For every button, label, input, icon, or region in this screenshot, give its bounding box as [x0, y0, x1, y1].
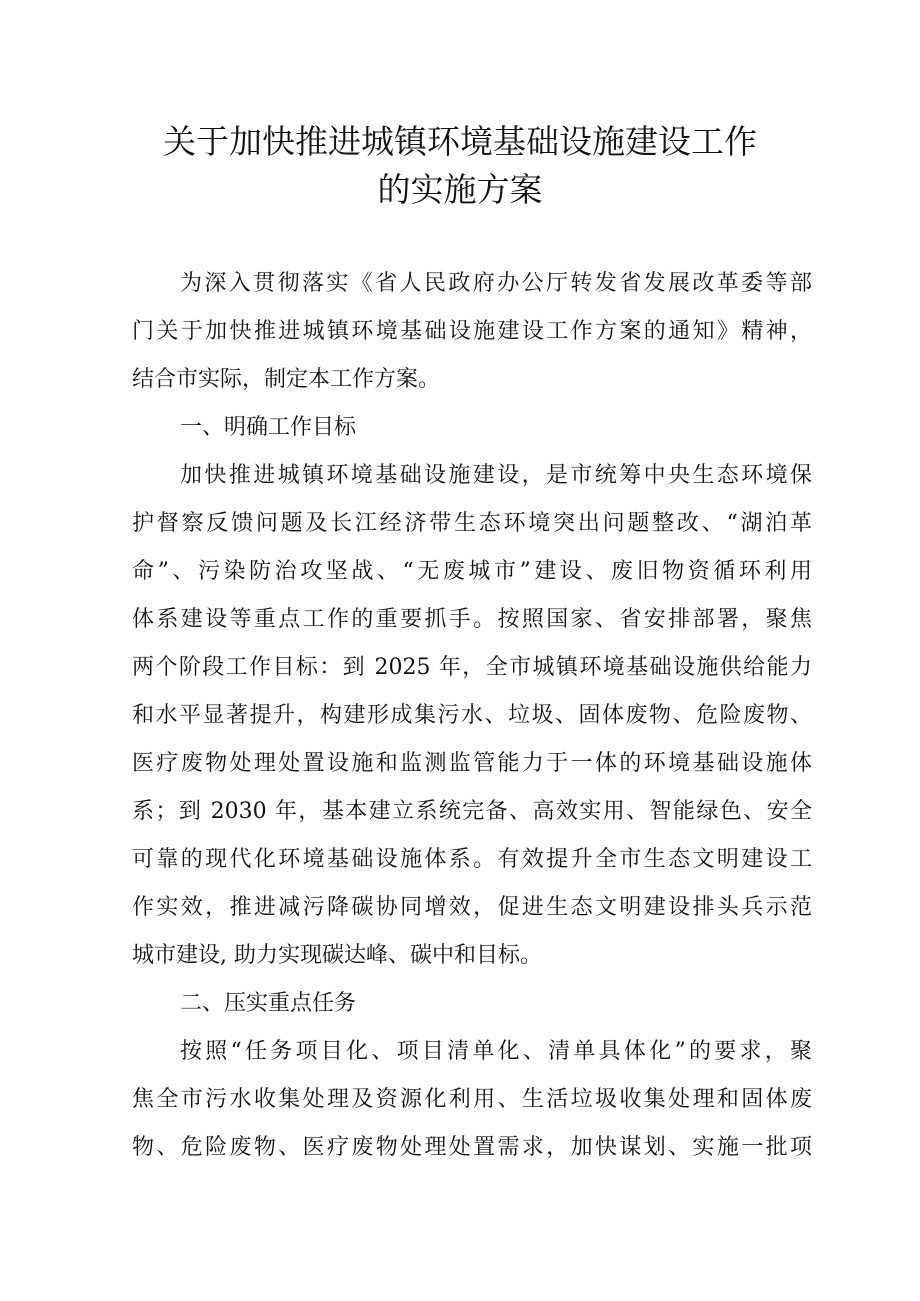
body-line: 城市建设, 助力实现碳达峰、碳中和目标。: [132, 943, 542, 968]
body-line: 医疗废物处理处置设施和监测监管能力于一体的环境基础设施体: [132, 751, 812, 776]
body-line: 护督察反馈问题及长江经济带生态环境突出问题整改、“湖泊革: [132, 511, 812, 536]
body-line: 加快推进城镇环境基础设施建设，是市统筹中央生态环境保: [180, 463, 812, 488]
body-line: 物、危险废物、医疗废物处理处置需求，加快谋划、实施一批项: [132, 1135, 812, 1160]
body-line: 二、压实重点任务: [180, 991, 357, 1016]
document-title-line-1: 关于加快推进城镇环境基础设施建设工作: [163, 122, 757, 161]
body-line: 和水平显著提升，构建形成集污水、垃圾、固体废物、危险废物、: [132, 703, 812, 728]
body-line: 可靠的现代化环境基础设施体系。有效提升全市生态文明建设工: [132, 847, 812, 872]
body-line: 焦全市污水收集处理及资源化利用、生活垃圾收集处理和固体废: [132, 1087, 812, 1112]
document-body: [132, 260, 812, 1172]
body-line: 体系建设等重点工作的重要抓手。按照国家、省安排部署，聚焦: [132, 607, 812, 632]
body-line: 结合市实际，制定本工作方案。: [132, 367, 441, 392]
body-line: 为深入贯彻落实《省人民政府办公厅转发省发展改革委等部: [180, 271, 812, 296]
document-title-line-2: 的实施方案: [377, 170, 543, 209]
body-line: 命”、污染防治攻坚战、“无废城市”建设、废旧物资循环利用: [132, 559, 812, 584]
body-line: 系；到 2030 年，基本建立系统完备、高效实用、智能绿色、安全: [132, 799, 812, 824]
body-line: 门关于加快推进城镇环境基础设施建设工作方案的通知》精神，: [132, 319, 812, 344]
body-line: 两个阶段工作目标：到 2025 年，全市城镇环境基础设施供给能力: [132, 655, 812, 680]
body-line: 按照“任务项目化、项目清单化、清单具体化”的要求，聚: [180, 1039, 812, 1064]
body-line: 作实效，推进减污降碳协同增效，促进生态文明建设排头兵示范: [132, 895, 812, 920]
body-line: 一、明确工作目标: [180, 415, 357, 440]
